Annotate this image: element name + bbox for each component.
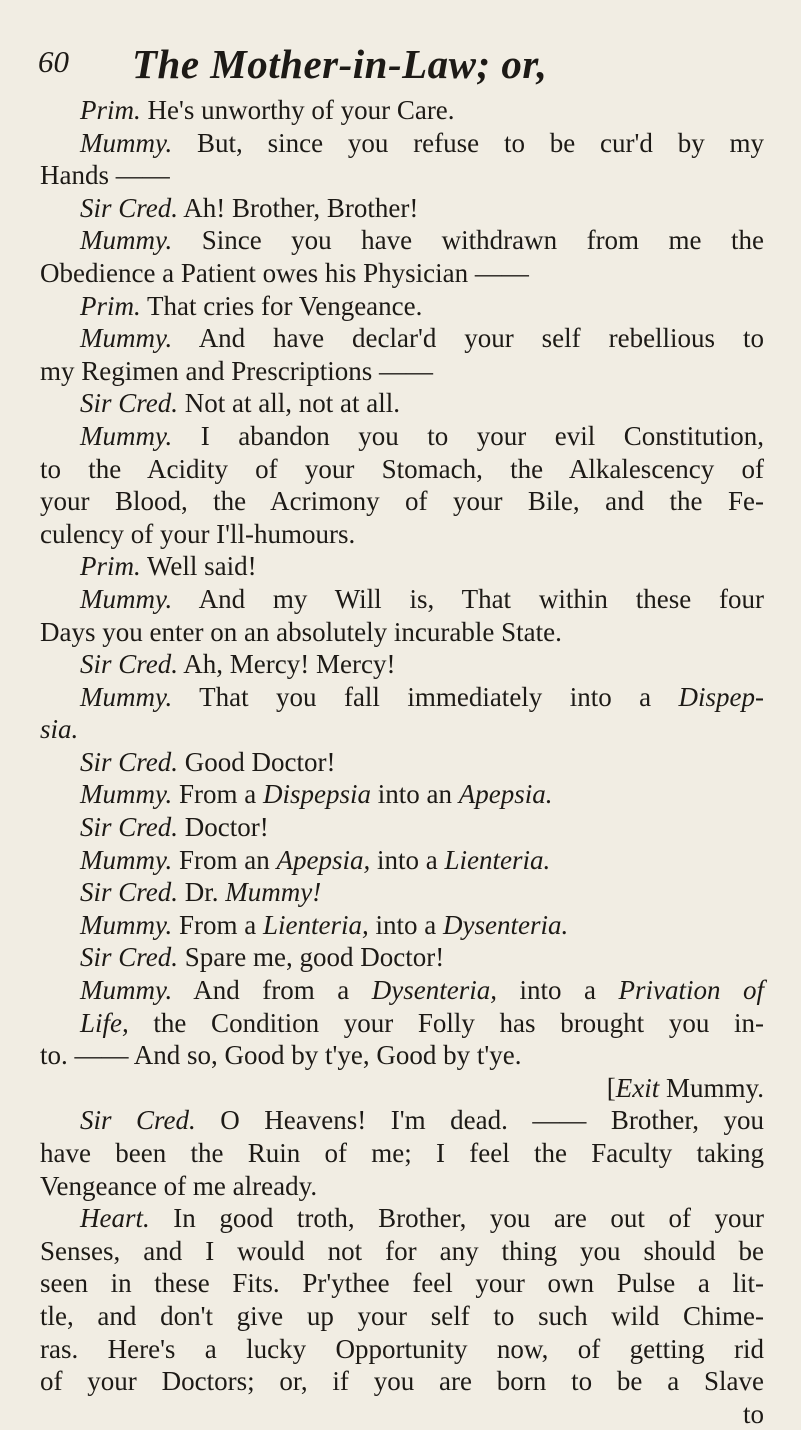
text-line: Sir Cred. O Heavens! I'm dead. —— Brother, you xyxy=(80,1105,764,1136)
text-line: Heart. In good troth, Brother, you are out of your xyxy=(80,1203,764,1234)
text-line: Mummy. From a Lienteria, into a Dysenteria. xyxy=(80,909,569,940)
text-line: culency of your I'll-humours. xyxy=(40,518,356,549)
text-line: of your Doctors; or, if you are born to be a Slave xyxy=(40,1366,764,1397)
speaker: Mummy. xyxy=(80,681,173,712)
text-line: Mummy. And my Will is, That within these four xyxy=(80,583,764,614)
text-line: sia. xyxy=(40,714,79,745)
speaker: Mummy. xyxy=(80,420,173,451)
text-line: Sir Cred. Ah, Mercy! Mercy! xyxy=(80,649,396,680)
speaker: Mummy. xyxy=(80,975,173,1006)
speaker: Sir Cred. xyxy=(80,746,179,777)
page-header xyxy=(38,40,758,92)
text-line: Mummy. That you fall immediately into a Dispep- xyxy=(80,681,765,712)
text-line: Sir Cred. Spare me, good Doctor! xyxy=(80,942,445,973)
catchword: to xyxy=(742,1398,764,1429)
text-line: Mummy. Since you have withdrawn from me the xyxy=(80,225,764,256)
text-line: Obedience a Patient owes his Physician —— xyxy=(40,257,529,288)
text-line: to. —— And so, Good by t'ye, Good by t'ye. xyxy=(40,1040,522,1071)
text-line: Mummy. And have declar'd your self rebellious to xyxy=(80,323,764,354)
text-line: Mummy. And from a Dysenteria, into a Privation of xyxy=(80,975,765,1006)
text-line: Sir Cred. Not at all, not at all. xyxy=(80,388,400,419)
text-line: to the Acidity of your Stomach, the Alkalescency of xyxy=(40,453,764,484)
text-line: Prim. Well said! xyxy=(80,551,257,582)
text-line: Sir Cred. Ah! Brother, Brother! xyxy=(80,192,419,223)
text-line: Sir Cred. Dr. Mummy! xyxy=(80,877,322,908)
speaker: Sir Cred. xyxy=(80,812,179,843)
running-title: The Mother-in-Law; or, xyxy=(132,41,548,87)
speaker: Sir Cred. xyxy=(80,1105,196,1136)
text-line: Hands —— xyxy=(40,160,170,191)
speaker: Sir Cred. xyxy=(80,877,179,908)
text-line: Senses, and I would not for any thing you should be xyxy=(40,1235,764,1266)
text-line: seen in these Fits. Pr'ythee feel your own Pulse a lit- xyxy=(40,1268,764,1299)
speaker: Mummy. xyxy=(80,909,173,940)
speaker: Sir Cred. xyxy=(80,649,179,680)
text-line: Vengeance of me already. xyxy=(40,1170,318,1201)
text-line: have been the Ruin of me; I feel the Faculty taking xyxy=(40,1138,764,1168)
text-line: Prim. He's unworthy of your Care. xyxy=(80,95,455,125)
stage-direction: [Exit Mummy. xyxy=(606,1072,764,1103)
text-line: Sir Cred. Good Doctor! xyxy=(80,746,336,777)
text-line: Mummy. But, since you refuse to be cur'd by my xyxy=(80,127,764,158)
speaker: Mummy. xyxy=(80,844,173,875)
speaker: Mummy. xyxy=(80,127,173,158)
speaker: Sir Cred. xyxy=(80,388,179,419)
speaker: Prim. xyxy=(80,290,141,321)
text-line: your Blood, the Acrimony of your Bile, and the Fe- xyxy=(40,486,764,517)
speaker: Prim. xyxy=(80,551,141,582)
speaker: Sir Cred. xyxy=(80,942,179,973)
text-line: Prim. That cries for Vengeance. xyxy=(80,290,423,321)
speaker: Mummy. xyxy=(80,323,173,354)
speaker: Mummy. xyxy=(80,225,173,256)
text-line: Life, the Condition your Folly has brought you in- xyxy=(80,1007,764,1038)
text-line: Days you enter on an absolutely incurable State. xyxy=(40,616,562,647)
text-line: tle, and don't give up your self to such wild Chime- xyxy=(40,1300,764,1331)
text-line: Mummy. I abandon you to your evil Constitution, xyxy=(80,420,765,451)
speaker: Mummy. xyxy=(80,583,173,614)
speaker: Heart. xyxy=(80,1203,150,1234)
speaker: Sir Cred. xyxy=(80,192,179,223)
speaker: Prim. xyxy=(80,95,141,125)
text-line: Sir Cred. Doctor! xyxy=(80,812,269,843)
speaker: Mummy. xyxy=(80,779,173,810)
text-line: ras. Here's a lucky Opportunity now, of getting rid xyxy=(40,1333,764,1364)
text-line: Mummy. From a Dispepsia into an Apepsia. xyxy=(80,779,553,810)
dialogue-text xyxy=(40,94,764,1430)
text-line: my Regimen and Prescriptions —— xyxy=(40,355,433,386)
text-line: Mummy. From an Apepsia, into a Lienteria. xyxy=(80,844,551,875)
page-number: 60 xyxy=(38,44,69,79)
